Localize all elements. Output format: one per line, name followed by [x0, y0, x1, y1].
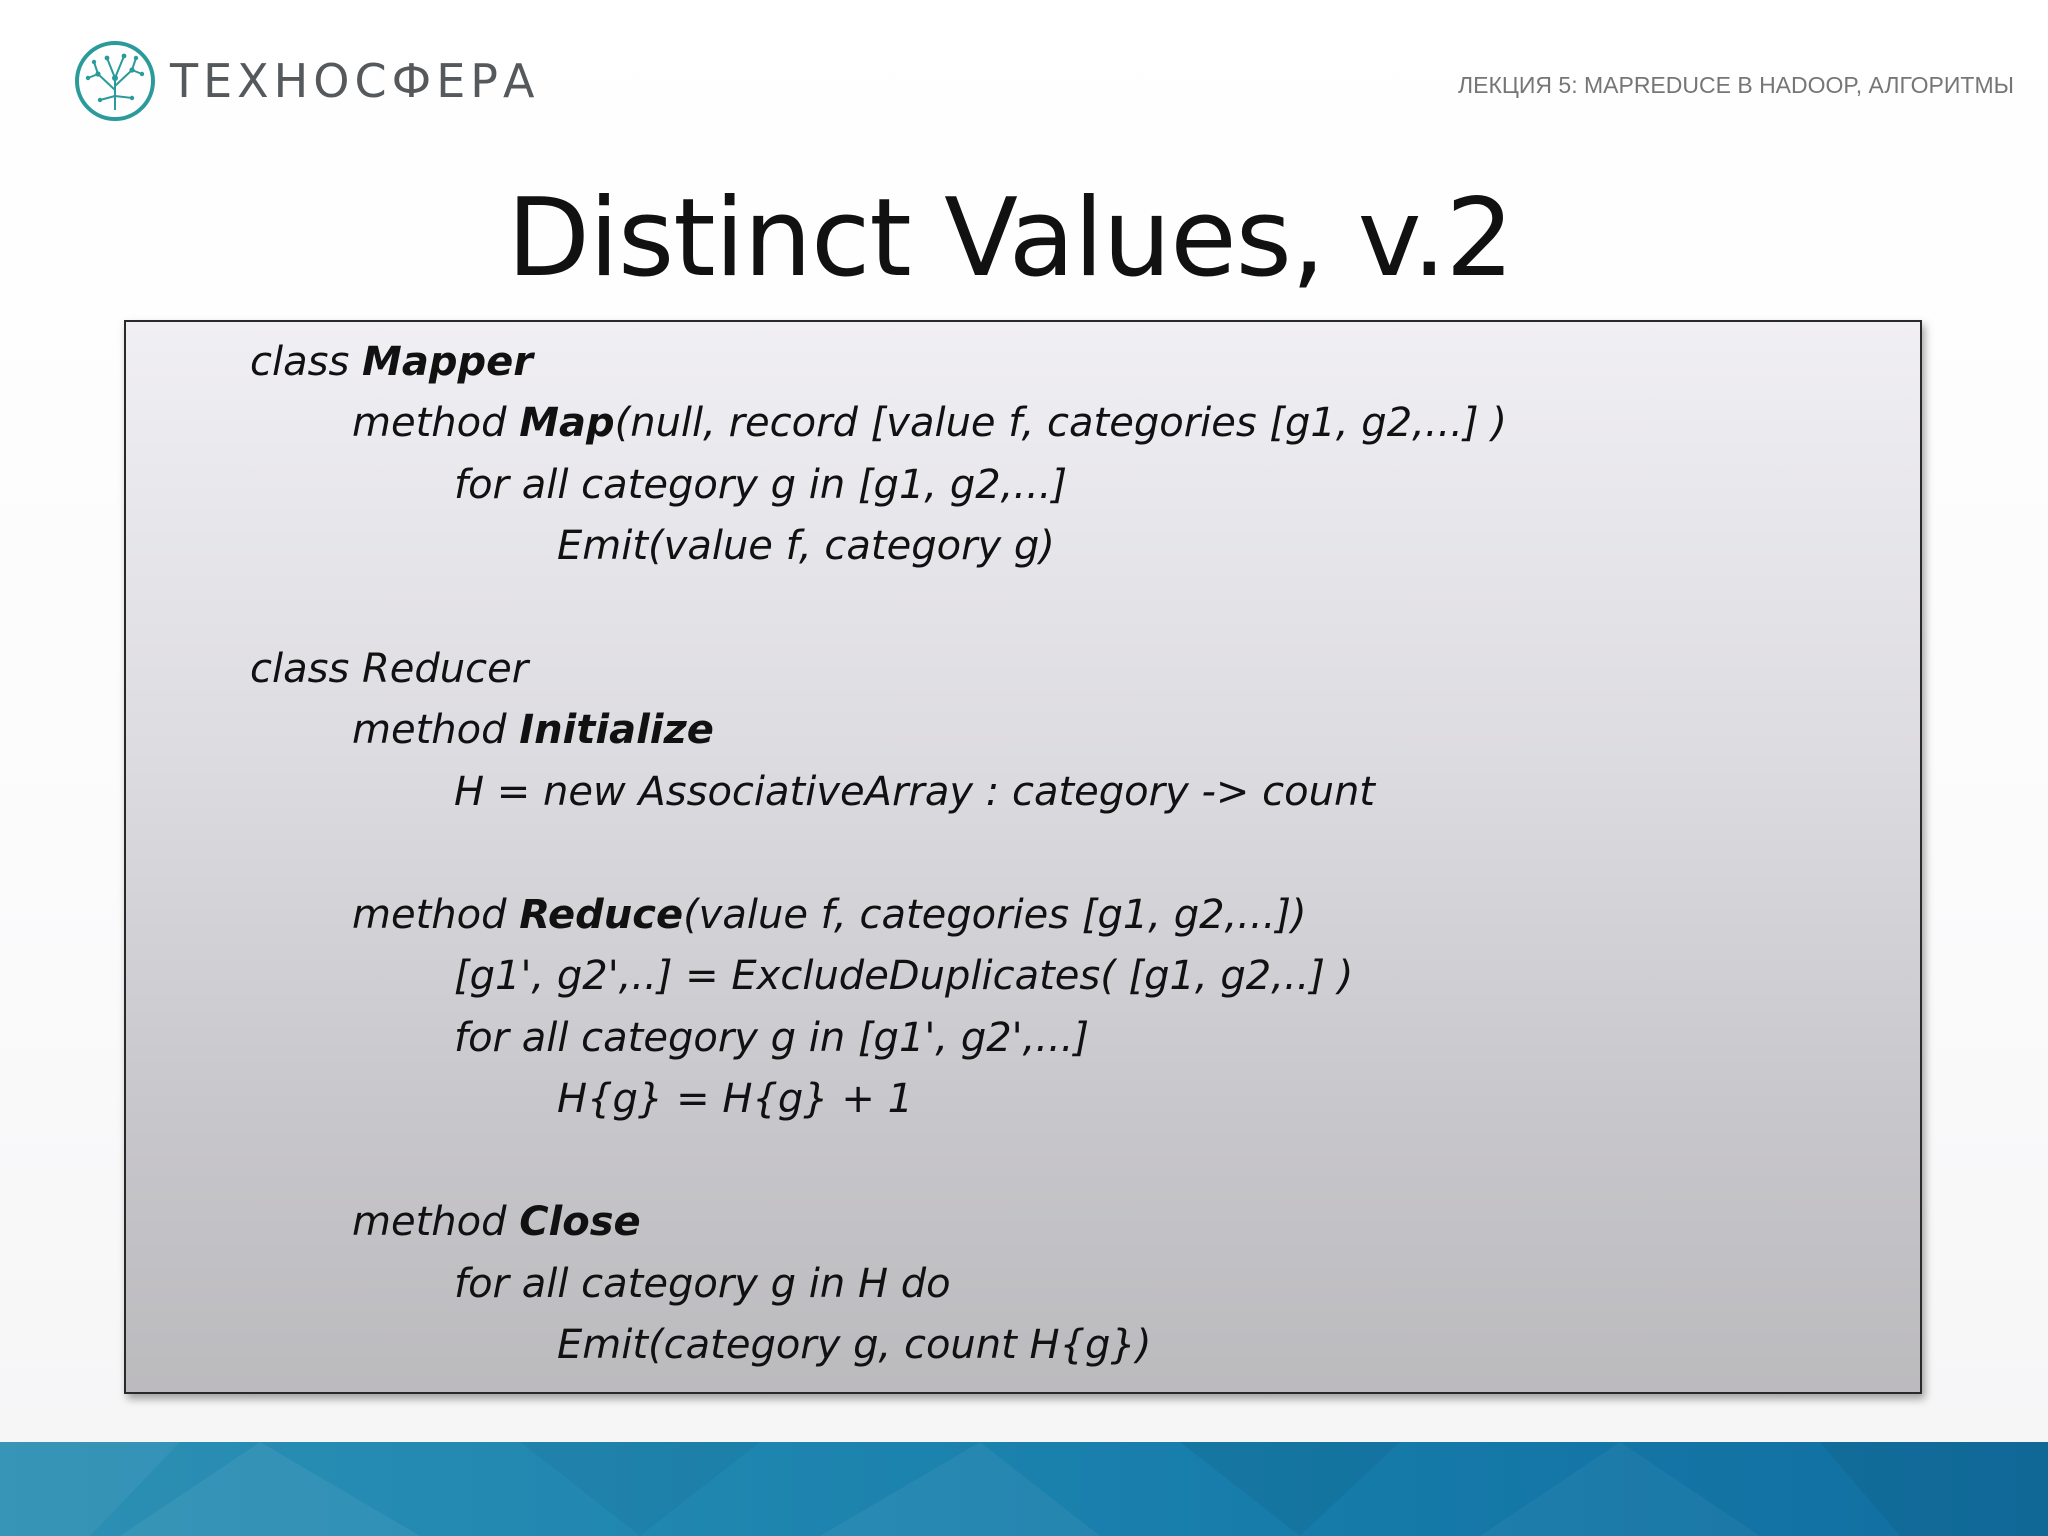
code-line-class-mapper: class Mapper: [250, 339, 533, 385]
code-line-increment-count: H{g} = H{g} + 1: [557, 1076, 914, 1122]
footer-pattern: [0, 1442, 2048, 1536]
code-line-emit-category: Emit(category g, count H{g}): [557, 1322, 1152, 1368]
slide-title: Distinct Values, v.2: [506, 176, 1514, 301]
code-line-for-all-categories: for all category g in [g1, g2,...]: [454, 462, 1068, 508]
code-line-method-initialize: method Initialize: [352, 707, 714, 753]
code-line-method-map: method Map(null, record [value f, categories [g1, g2,...] ): [352, 400, 1507, 446]
code-line-for-all-unique: for all category g in [g1', g2',...]: [454, 1015, 1090, 1061]
technosfera-logo: [74, 36, 539, 126]
logo-text: ТЕХНОСФЕРА: [170, 54, 540, 108]
code-line-for-all-in-h: for all category g in H do: [454, 1261, 951, 1307]
pseudocode-box: [124, 320, 1922, 1394]
lecture-title: ЛЕКЦИЯ 5: MAPREDUCE В HADOOP, АЛГОРИТМЫ: [1458, 72, 2014, 98]
code-line-class-reducer: class Reducer: [250, 646, 529, 692]
code-line-new-associative-array: H = new AssociativeArray : category -> count: [454, 769, 1375, 815]
code-line-method-reduce: method Reduce(value f, categories [g1, g2,...]): [352, 892, 1307, 938]
footer-band: [0, 1442, 2048, 1536]
logo-tree-icon: [74, 40, 156, 122]
code-line-emit-value: Emit(value f, category g): [557, 523, 1055, 569]
code-line-exclude-duplicates: [g1', g2',..] = ExcludeDuplicates( [g1, g2,..] ): [454, 953, 1354, 999]
code-line-method-close: method Close: [352, 1199, 641, 1245]
